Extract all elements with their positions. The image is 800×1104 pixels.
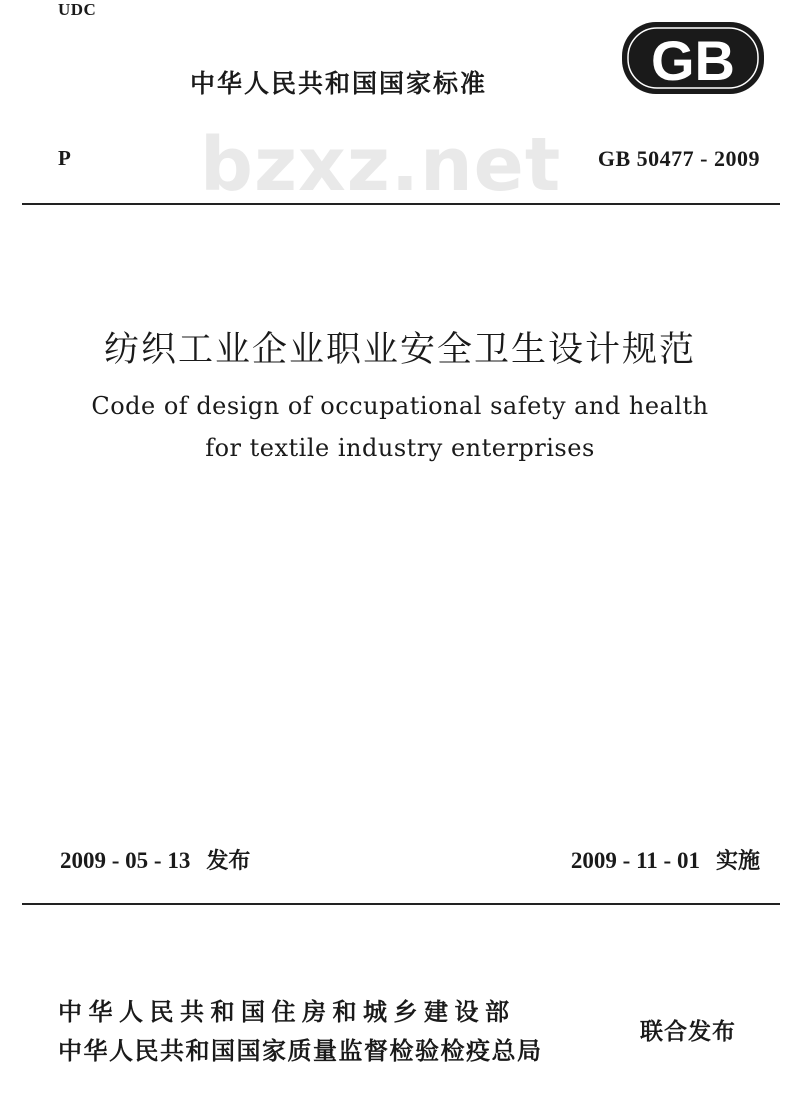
- watermark: bzxz.net: [200, 122, 562, 208]
- title-english-line-1: Code of design of occupational safety and health: [91, 392, 709, 420]
- issue-date: 2009 - 05 - 13: [60, 848, 191, 873]
- title-english-line-2: for textile industry enterprises: [205, 434, 595, 462]
- issue-label: 发布: [206, 849, 251, 874]
- udc-label: UDC: [58, 0, 97, 19]
- category-code: P: [58, 146, 71, 170]
- issuer-aqsiq: 中华人民共和国国家质量监督检验检疫总局: [58, 1037, 543, 1065]
- standard-number: GB 50477 - 2009: [597, 146, 760, 171]
- issue-date-line: [60, 844, 250, 875]
- issuer-ministry: 中华人民共和国住房和城乡建设部: [58, 998, 516, 1026]
- header-divider: [22, 203, 780, 205]
- gb-logo-text: GB: [651, 29, 735, 92]
- national-standard-heading: 中华人民共和国国家标准: [190, 69, 488, 98]
- gb-logo: [620, 20, 766, 96]
- joint-issue-label: 联合发布: [640, 1019, 736, 1045]
- implement-label: 实施: [715, 849, 760, 874]
- title-chinese: 纺织工业企业职业安全卫生设计规范: [103, 330, 696, 370]
- implement-date-line: [571, 844, 760, 875]
- footer-divider: [22, 903, 780, 905]
- implement-date: 2009 - 11 - 01: [570, 848, 700, 873]
